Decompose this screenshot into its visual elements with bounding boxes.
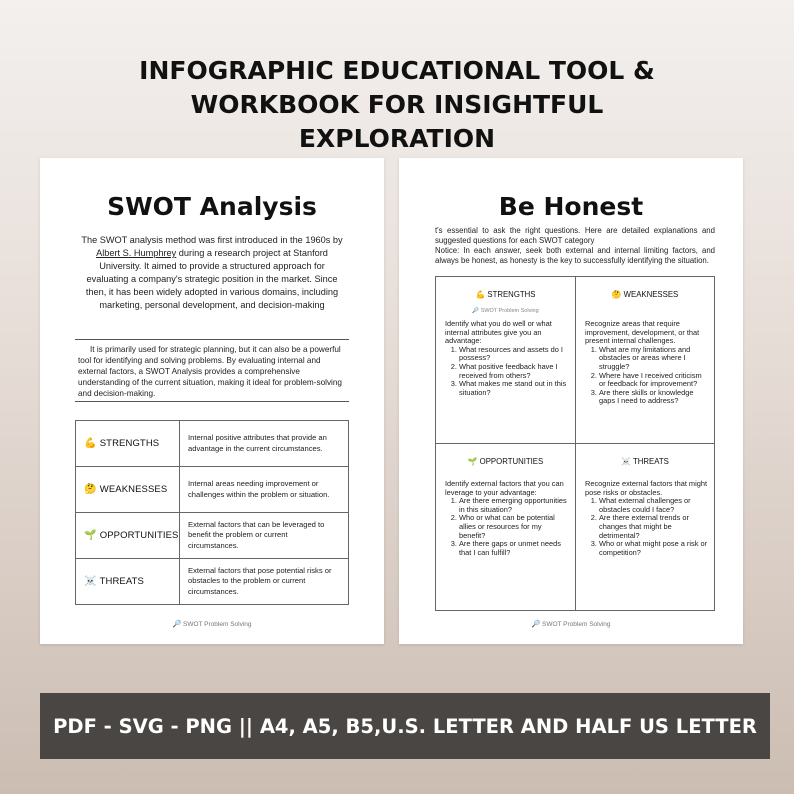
cell-heading: [436, 457, 575, 466]
cell-lead: Recognize areas that require improvement, development, or that present internal challenges.: [585, 319, 700, 346]
page-footer: [399, 620, 743, 628]
seedling-icon: 🌱: [84, 530, 97, 541]
swot-question-grid: [435, 276, 715, 611]
intro-part-2: during a research project at Stanford University. It aimed to provide a structured approach for evaluating a company's strategic position in the market. Since then, it has been widely adopted in various domains, including marketing, personal development, and decision-making: [85, 248, 339, 310]
cell-body: [445, 320, 569, 397]
swot-key-opportunities: [76, 513, 180, 559]
swot-desc: Internal areas needing improvement or challenges within the problem or situation.: [180, 467, 349, 513]
cell-heading-label: OPPORTUNITIES: [479, 457, 544, 466]
skull-crossbones-icon: ☠️: [84, 576, 97, 587]
cell-heading-label: THREATS: [632, 457, 669, 466]
cell-heading-label: WEAKNESSES: [623, 290, 679, 299]
list-item: 3. Are there skills or knowledge gaps I need to address?: [599, 389, 709, 406]
thinking-face-icon: 🤔: [611, 290, 622, 299]
list-item: 2. Where have I received criticism or feedback for improvement?: [599, 372, 709, 389]
page-title: Be Honest: [498, 192, 644, 221]
strengths-cell: [436, 277, 576, 444]
be-honest-page: [399, 158, 743, 644]
skull-crossbones-icon: ☠️: [621, 457, 631, 466]
headline-line-3: EXPLORATION: [298, 124, 496, 153]
honest-intro-text: t's essential to ask the right questions. Here are detailed explanations and suggested questions for each SWOT category: [435, 226, 715, 245]
intro-text: [78, 234, 346, 312]
seedling-icon: 🌱: [467, 457, 478, 466]
swot-table: [75, 420, 349, 605]
swot-key-threats: [76, 559, 180, 605]
list-item: 1. What external challenges or obstacles could I face?: [599, 497, 709, 514]
swot-key-label: STRENGTHS: [99, 438, 160, 449]
cell-lead: Recognize external factors that might pose risks or obstacles.: [585, 479, 708, 497]
list-item: 2. Are there external trends or changes that might be detrimental?: [599, 514, 709, 540]
swot-key-strengths: [76, 421, 180, 467]
list-item: 2. What positive feedback have I received from others?: [459, 363, 569, 380]
list-item: 3. What makes me stand out in this situation?: [459, 380, 569, 397]
list-item: 3. Are there gaps or unmet needs that I can fulfill?: [459, 540, 569, 557]
usage-paragraph-text: It is primarily used for strategic planning, but it can also be a powerful tool for identifying and solving problems. By evaluating internal and external factors, a SWOT Analysis provides a comprehensive understanding of the current situation, making it ideal for problem-solving and decision-making.: [78, 345, 342, 398]
headline-line-2: WORKBOOK FOR INSIGHTFUL: [190, 90, 604, 119]
author-link: Albert S. Humphrey: [96, 248, 177, 258]
cell-heading: [576, 457, 714, 466]
cell-body: [445, 480, 569, 557]
threats-cell: [576, 444, 714, 611]
format-banner: [40, 693, 770, 759]
divider-top: [75, 339, 349, 340]
headline: [60, 54, 734, 156]
footer-text: SWOT Problem Solving: [183, 621, 252, 628]
question-list: [445, 346, 569, 398]
cell-lead: Identify external factors that you can leverage to your advantage:: [445, 479, 564, 497]
page-footer: [40, 620, 384, 628]
intro-part-1: The SWOT analysis method was first introduced in the 1960s by: [81, 235, 343, 245]
page-title: SWOT Analysis: [107, 192, 317, 221]
flexed-bicep-icon: 💪: [475, 290, 486, 299]
honest-intro: [435, 226, 715, 266]
divider-bottom: [75, 401, 349, 402]
list-item: 1. What are my limitations and obstacles or areas where I struggle?: [599, 346, 709, 372]
cell-lead: Identify what you do well or what internal attributes give you an advantage:: [445, 319, 552, 346]
cell-heading: [576, 290, 714, 299]
flexed-bicep-icon: 💪: [84, 438, 97, 449]
question-list: [585, 497, 709, 557]
question-list: [445, 497, 569, 557]
watermark: 🔎 SWOT Problem Solving: [472, 308, 539, 314]
headline-line-1: INFOGRAPHIC EDUCATIONAL TOOL &: [139, 56, 655, 85]
list-item: 1. Are there emerging opportunities in this situation?: [459, 497, 569, 514]
swot-desc: Internal positive attributes that provide an advantage in the current circumstances.: [180, 421, 349, 467]
cell-heading-label: STRENGTHS: [487, 290, 536, 299]
table-row: [76, 513, 349, 559]
cell-body: [585, 320, 709, 406]
list-item: 1. What resources and assets do I possess?: [459, 346, 569, 363]
magnifier-icon: 🔎: [172, 621, 182, 628]
honest-notice: Notice: In each answer, seek both external and internal limiting factors, and always be honest, as honesty is the key to successfully identifying the situation.: [435, 246, 715, 265]
format-banner-text: PDF - SVG - PNG || A4, A5, B5,U.S. LETTER AND HALF US LETTER: [53, 714, 757, 738]
footer-text: SWOT Problem Solving: [542, 621, 611, 628]
list-item: 3. Who or what might pose a risk or competition?: [599, 540, 709, 557]
swot-key-label: WEAKNESSES: [99, 484, 168, 495]
swot-desc: External factors that can be leveraged to benefit the problem or current circumstances.: [180, 513, 349, 559]
swot-key-label: THREATS: [99, 576, 144, 587]
table-row: [76, 421, 349, 467]
swot-key-label: OPPORTUNITIES: [99, 530, 179, 541]
table-row: [76, 467, 349, 513]
magnifier-icon: 🔎: [531, 621, 541, 628]
usage-paragraph: [78, 344, 346, 399]
table-row: [76, 559, 349, 605]
question-list: [585, 346, 709, 406]
swot-analysis-page: [40, 158, 384, 644]
swot-desc: External factors that pose potential risks or obstacles to the problem or current circumstances.: [180, 559, 349, 605]
opportunities-cell: [436, 444, 576, 611]
cell-body: [585, 480, 709, 557]
swot-key-weaknesses: [76, 467, 180, 513]
weaknesses-cell: [576, 277, 714, 444]
list-item: 2. Who or what can be potential allies or resources for my benefit?: [459, 514, 569, 540]
cell-heading: [436, 290, 575, 299]
thinking-face-icon: 🤔: [84, 484, 97, 495]
